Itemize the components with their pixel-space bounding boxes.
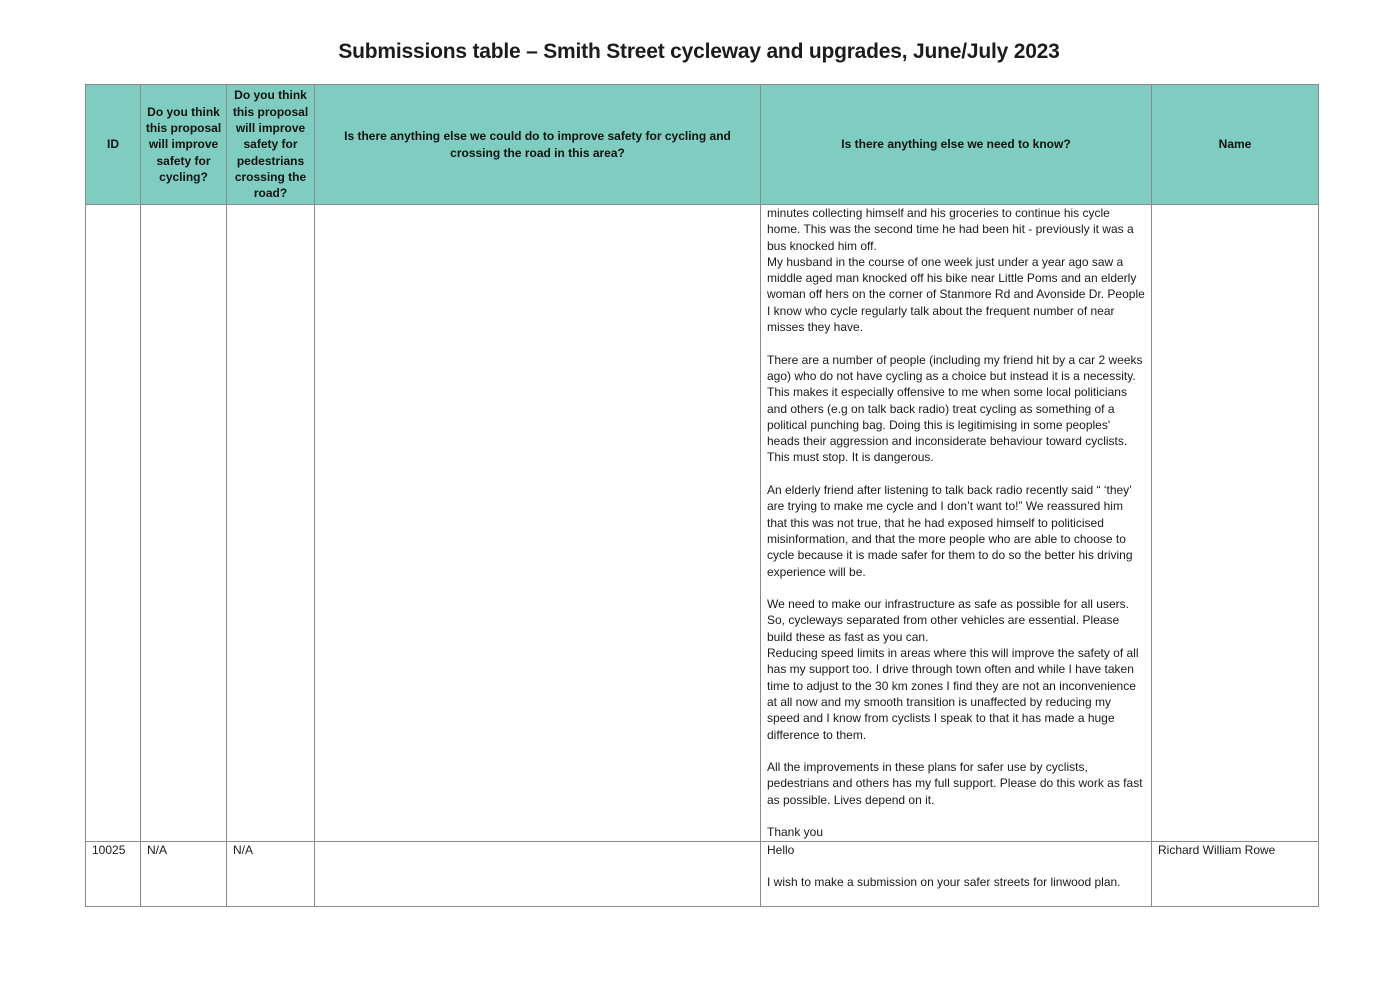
comment-paragraph: Hello — [767, 842, 795, 857]
comment-paragraph: We need to make our infrastructure as safe as possible for all users. So, cycleways separated from other vehicles are essential. Please build these as fast as you can. — [767, 597, 1129, 644]
cell-improve — [315, 841, 761, 906]
table-row — [86, 205, 1319, 842]
cell-id — [86, 205, 141, 842]
header-name: Name — [1152, 85, 1319, 205]
header-need-to-know: Is there anything else we need to know? — [761, 85, 1152, 205]
comment-paragraph: An elderly friend after listening to talk back radio recently said “ ‘they’ are trying to make me cycle and I don’t want to!” We reassured him that this was not true, that he had exposed himself to politicised misinformation, and that the more people who are able to choose to cycle because it is made safer for them to do so the better his driving experience will be. — [767, 483, 1133, 579]
cell-cycling — [141, 205, 227, 842]
cell-need-to-know — [761, 841, 1152, 906]
comment-paragraph: All the improvements in these plans for safer use by cyclists, pedestrians and others has my full support. Please do this work as fast as possible. Lives depend on it. — [767, 760, 1143, 807]
cell-name — [1152, 205, 1319, 842]
table-row — [86, 841, 1319, 906]
comment-paragraph: Reducing speed limits in areas where this will improve the safety of all has my support too. I drive through town often and while I have taken time to adjust to the 30 km zones I find they are not an inconvenience at all now and my smooth transition is unaffected by reducing my speed and I know from cyclists I speak to that it has made a huge difference to them. — [767, 646, 1139, 742]
cell-need-to-know — [761, 205, 1152, 842]
header-improve-safety: Is there anything else we could do to improve safety for cycling and crossing the road in this area? — [315, 85, 761, 205]
header-id: ID — [86, 85, 141, 205]
comment-paragraph: My husband in the course of one week just under a year ago saw a middle aged man knocked off his bike near Little Poms and an elderly woman off hers on the corner of Stanmore Rd and Avonside Dr. People I know who cycle regularly talk about the frequent number of near misses they have. — [767, 254, 1145, 335]
cell-pedestrians: N/A — [227, 841, 315, 906]
cell-improve — [315, 205, 761, 842]
header-cycling-safety: Do you think this proposal will improve safety for cycling? — [141, 85, 227, 205]
cell-name: Richard William Rowe — [1152, 841, 1319, 906]
comment-paragraph: There are a number of people (including my friend hit by a car 2 weeks ago) who do not have cycling as a choice but instead it is a necessity. This makes it especially offensive to me when some local politicians and others (e.g on talk back radio) treat cycling as something of a political punching bag. Doing this is legitimising in some peoples' heads their aggression and inconsiderate behaviour toward cyclists. This must stop. It is dangerous. — [767, 352, 1143, 465]
header-pedestrian-safety: Do you think this proposal will improve safety for pedestrians crossing the road? — [227, 85, 315, 205]
comment-paragraph: I wish to make a submission on your safer streets for linwood plan. — [767, 875, 1121, 890]
page-title: Submissions table – Smith Street cycleway and upgrades, June/July 2023 — [338, 40, 1060, 63]
comment-paragraph: Thank you — [767, 825, 824, 840]
comment-paragraph: minutes collecting himself and his groceries to continue his cycle home. This was the second time he had been hit - previously it was a bus knocked him off. — [767, 206, 1134, 253]
cell-pedestrians — [227, 205, 315, 842]
table-header — [86, 85, 1319, 205]
submissions-table — [85, 84, 1319, 907]
cell-id: 10025 — [86, 841, 141, 906]
cell-cycling: N/A — [141, 841, 227, 906]
